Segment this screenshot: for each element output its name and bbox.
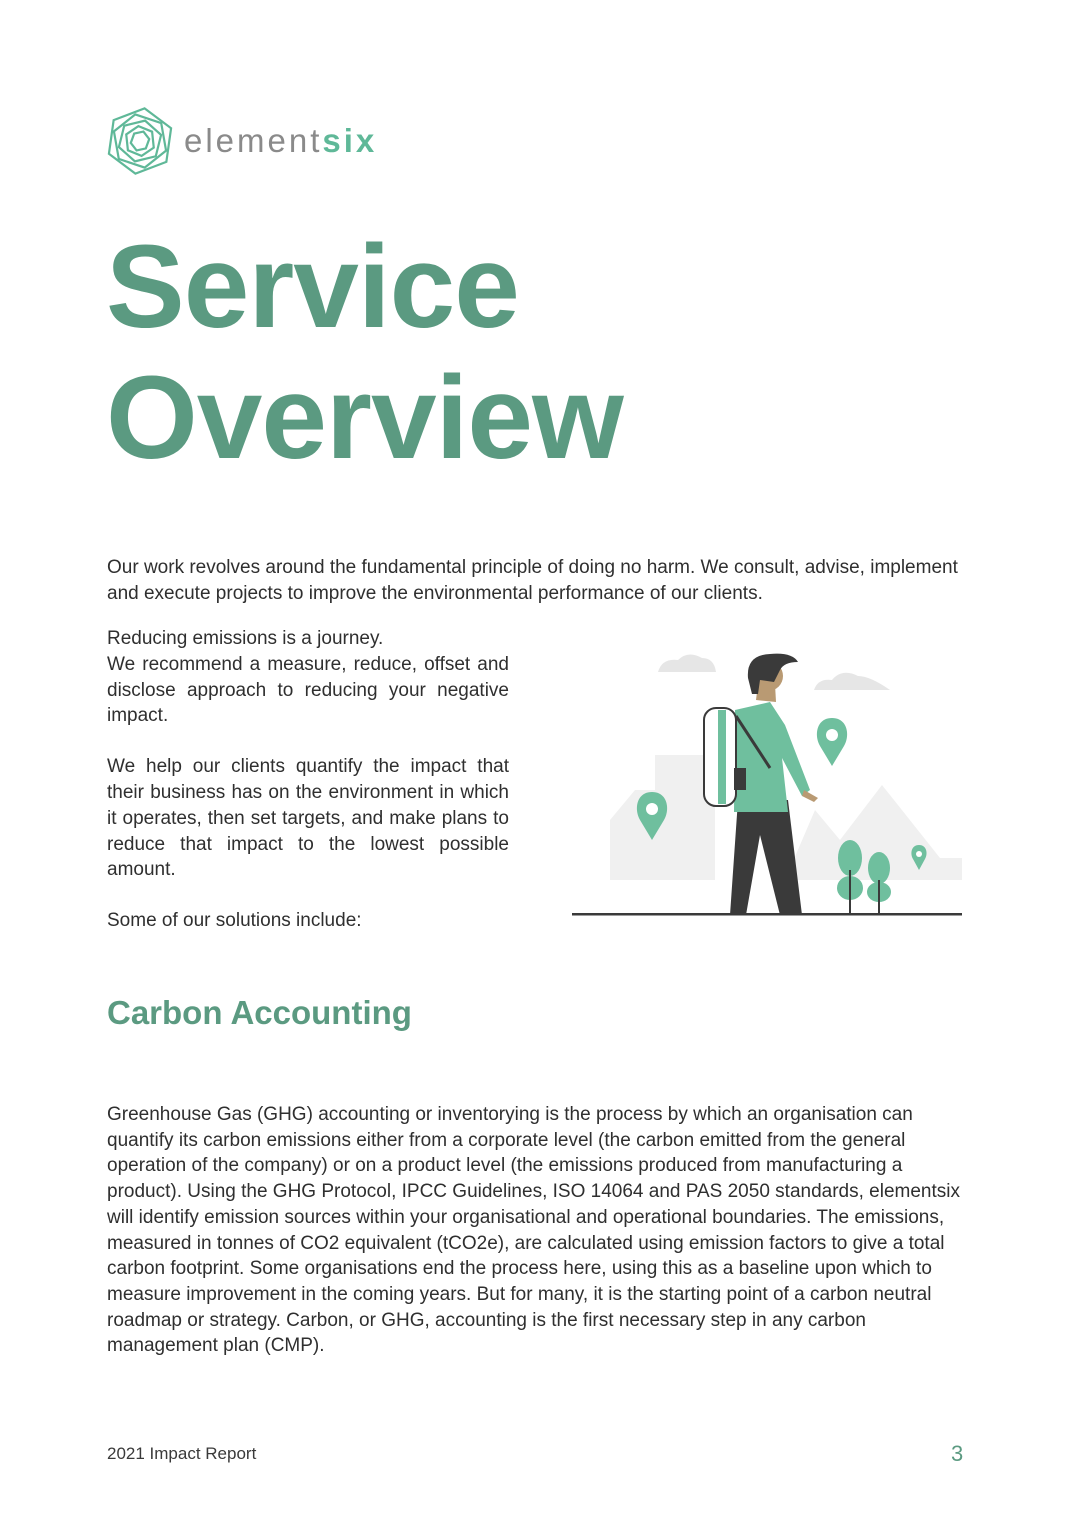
approach-text-column — [107, 626, 509, 934]
approach-paragraph: We recommend a measure, reduce, offset and disclose approach to reducing your negative impact. — [107, 653, 509, 727]
cloud-right — [814, 673, 890, 690]
quantify-paragraph: We help our clients quantify the impact that their business has on the environment in which it operates, then set targets, and make plans to reduce that impact to the lowest possible amount. — [107, 756, 509, 881]
title-line2: Overview — [106, 352, 623, 484]
brand-name-part2: six — [322, 122, 378, 159]
title-line1: Service — [106, 221, 519, 353]
cloud-left — [658, 654, 716, 672]
section-heading: Carbon Accounting — [107, 994, 412, 1031]
solutions-intro: Some of our solutions include: — [107, 910, 362, 932]
hexagon-rings-logo-icon — [106, 105, 174, 177]
page-number: 3 — [951, 1441, 964, 1466]
brand-name-part1: element — [184, 122, 323, 159]
hiker-with-map-pins-illustration — [570, 640, 965, 920]
section-body: Greenhouse Gas (GHG) accounting or inventorying is the process by which an organisation can quantify its carbon emissions either from a corporate level (the carbon emitted from the general operation of the company) or on a product level (the emissions produced from manufacturing a product). Using the GHG Protocol, IPCC Guidelines, ISO 14064 and PAS 2050 standards, elementsix will identify emission sources within your organisational and operational boundaries. The emissions, measured in tonnes of CO2 equivalent (tCO2e), are calculated using emission factors to give a total carbon footprint. Some organisations end the process here, using this as a baseline upon which to measure improvement in the coming years. But for many, it is the starting point of a carbon neutral roadmap or strategy. Carbon, or GHG, accounting is the first necessary step in any carbon management plan (CMP). — [107, 1104, 960, 1357]
brand-wordmark — [184, 122, 377, 160]
intro-paragraph: Our work revolves around the fundamental principle of doing no harm. We consult, advise, implement and execute projects to improve the environmental performance of our clients. — [107, 557, 958, 604]
brand-logo — [106, 105, 377, 177]
ground-line — [572, 913, 962, 916]
map-pin-right — [817, 718, 847, 766]
page-title — [106, 222, 623, 484]
footer-report-label: 2021 Impact Report — [107, 1444, 257, 1463]
journey-line: Reducing emissions is a journey. — [107, 628, 384, 649]
